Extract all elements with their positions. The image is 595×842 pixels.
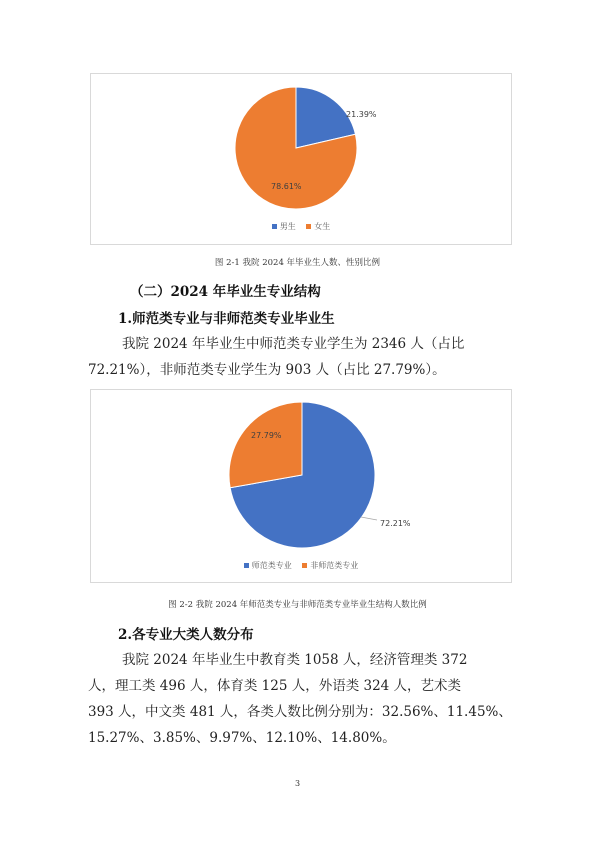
major-type-pie-slice-1	[229, 402, 302, 488]
major-type-pie-data-label-0: 72.21%	[380, 519, 411, 528]
sub1-paragraph	[88, 331, 518, 383]
sub2-line-3: 393 人，中文类 481 人，各类人数比例分别为：32.56%、11.45%、	[88, 704, 512, 720]
legend-swatch-non-normal	[302, 563, 307, 568]
legend-label-non-normal: 非师范类专业	[310, 561, 359, 570]
major-type-pie-svg	[91, 390, 511, 582]
sub2-line-2: 人，理工类 496 人，体育类 125 人，外语类 324 人，艺术类	[88, 678, 462, 694]
major-type-pie-chart	[90, 389, 512, 583]
sub2-paragraph	[88, 647, 518, 751]
legend-swatch-normal	[244, 563, 249, 568]
legend-swatch-male	[272, 224, 277, 229]
figure1-caption: 图 2-1 我院 2024 年毕业生人数、性别比例	[214, 258, 381, 268]
gender-pie-legend	[91, 221, 511, 232]
page-number: 3	[294, 779, 301, 788]
major-type-pie-legend	[91, 560, 511, 571]
sub2-line-4: 15.27%、3.85%、9.97%、12.10%、14.80%。	[88, 730, 396, 746]
legend-item-male	[272, 221, 296, 232]
legend-item-female	[306, 221, 330, 232]
legend-label-female: 女生	[314, 222, 331, 231]
sub2-line-1: 我院 2024 年毕业生中教育类 1058 人，经济管理类 372	[122, 652, 468, 668]
figure2-caption: 图 2-2 我院 2024 年师范类专业与非师范类专业毕业生结构人数比例	[168, 600, 427, 610]
gender-pie-data-label-1: 78.61%	[271, 182, 302, 191]
gender-pie-data-label-0: 21.39%	[346, 110, 377, 119]
sub1-line-2: 72.21%），非师范类专业学生为 903 人（占比 27.79%）。	[88, 362, 446, 378]
section-heading: （二）2024 年毕业生专业结构	[130, 284, 321, 300]
legend-item-non-normal	[302, 560, 358, 571]
legend-item-normal	[244, 560, 292, 571]
major-type-pie-leader-0	[361, 517, 377, 520]
gender-pie-svg	[91, 74, 511, 244]
sub1-line-1: 我院 2024 年毕业生中师范类专业学生为 2346 人（占比	[122, 336, 465, 352]
legend-label-normal: 师范类专业	[251, 561, 292, 570]
gender-pie-chart	[90, 73, 512, 245]
legend-label-male: 男生	[279, 222, 296, 231]
sub1-heading: 1.师范类专业与非师范类专业毕业生	[118, 311, 335, 327]
legend-swatch-female	[306, 224, 311, 229]
major-type-pie-data-label-1: 27.79%	[251, 431, 282, 440]
sub2-heading: 2.各专业大类人数分布	[118, 627, 254, 643]
